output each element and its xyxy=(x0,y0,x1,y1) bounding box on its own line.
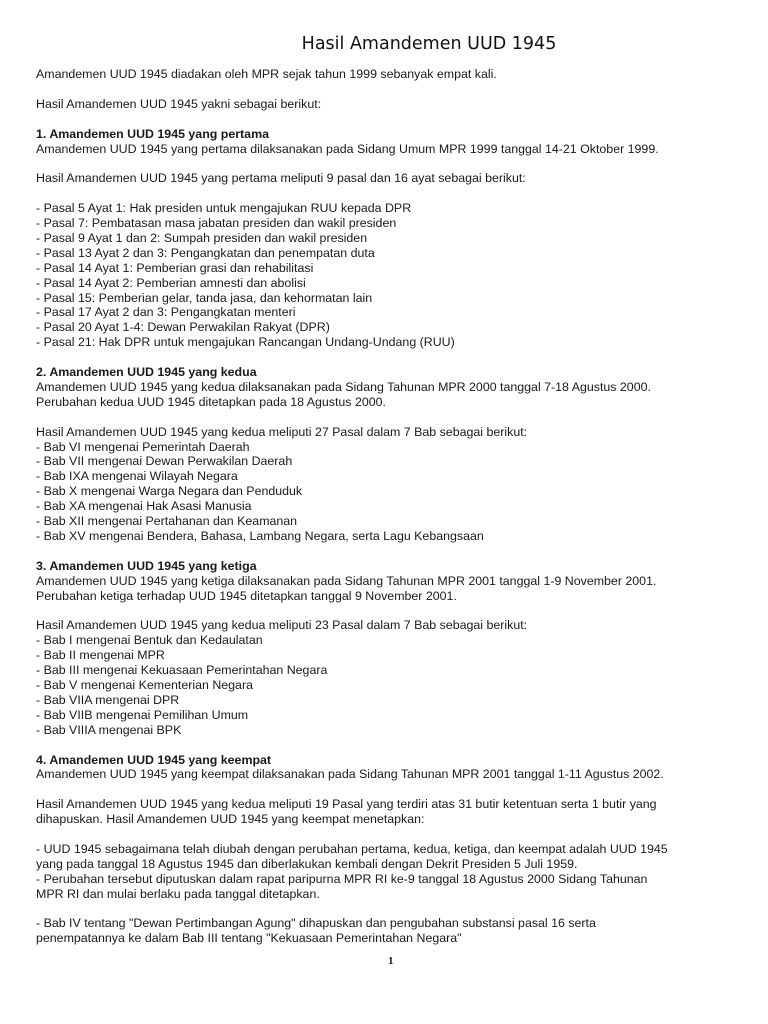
list-item: - Bab VIIIA mengenai BPK xyxy=(36,722,182,737)
section-4-heading: 4. Amandemen UUD 1945 yang keempat xyxy=(36,752,272,767)
list-item: - Pasal 7: Pembatasan masa jabatan presiden dan wakil presiden xyxy=(36,216,397,230)
section-4-point-1-line-2: yang pada tanggal 18 Agustus 1945 dan diberlakukan kembali dengan Dekrit Presiden 5 Juli 1959. xyxy=(36,856,578,871)
section-4-desc: Amandemen UUD 1945 yang keempat dilaksanakan pada Sidang Tahunan MPR 2001 tanggal 1-11 Agustus 2002. xyxy=(36,767,664,782)
page-title: Hasil Amandemen UUD 1945 xyxy=(301,34,557,54)
section-1-summary: Hasil Amandemen UUD 1945 yang pertama meliputi 9 pasal dan 16 ayat sebagai berikut: xyxy=(36,171,526,186)
section-1-heading: 1. Amandemen UUD 1945 yang pertama xyxy=(36,126,269,141)
list-item: - Bab VI mengenai Pemerintah Daerah xyxy=(36,439,250,454)
section-2-desc: Amandemen UUD 1945 yang kedua dilaksanakan pada Sidang Tahunan MPR 2000 tanggal 7-18 Agustus 2000. xyxy=(36,379,651,394)
section-3-heading: 3. Amandemen UUD 1945 yang ketiga xyxy=(36,558,257,573)
list-item: - Bab VII mengenai Dewan Perwakilan Daerah xyxy=(36,454,293,469)
section-4-summary-line-2: dihapuskan. Hasil Amandemen UUD 1945 yang keempat menetapkan: xyxy=(36,812,425,827)
section-4-point-3-line-1: - Bab IV tentang "Dewan Pertimbangan Agung" dihapuskan dan pengubahan substansi pasal 16 serta xyxy=(36,916,596,931)
section-2-desc-2: Perubahan kedua UUD 1945 ditetapkan pada 18 Agustus 2000. xyxy=(36,394,386,409)
section-2-heading: 2. Amandemen UUD 1945 yang kedua xyxy=(36,365,257,380)
section-4-point-2-line-1: - Perubahan tersebut diputuskan dalam rapat paripurna MPR RI ke-9 tanggal 18 Agustus 2000 Sidang Tahunan xyxy=(36,871,648,886)
list-item: - Pasal 13 Ayat 2 dan 3: Pengangkatan dan penempatan duta xyxy=(36,245,375,260)
list-item: - Bab III mengenai Kekuasaan Pemerintahan Negara xyxy=(36,663,328,678)
document-body xyxy=(36,67,752,946)
list-item: - Bab I mengenai Bentuk dan Kedaulatan xyxy=(36,633,263,648)
list-item: - Bab X mengenai Warga Negara dan Penduduk xyxy=(36,484,303,499)
section-4-point-1-line-1: - UUD 1945 sebagaimana telah diubah dengan perubahan pertama, kedua, ketiga, dan keempat adalah UUD 1945 xyxy=(36,841,668,856)
list-item: - Bab XV mengenai Bendera, Bahasa, Lambang Negara, serta Lagu Kebangsaan xyxy=(36,529,484,543)
list-item: - Pasal 14 Ayat 1: Pemberian grasi dan rehabilitasi xyxy=(36,260,314,275)
list-item: - Bab XII mengenai Pertahanan dan Keamanan xyxy=(36,514,298,529)
list-item: - Pasal 17 Ayat 2 dan 3: Pengangkatan menteri xyxy=(36,305,296,320)
list-item: - Bab VIIA mengenai DPR xyxy=(36,692,180,707)
section-2-summary: Hasil Amandemen UUD 1945 yang kedua meliputi 27 Pasal dalam 7 Bab sebagai berikut: xyxy=(36,424,528,439)
section-3-desc-2: Perubahan ketiga terhadap UUD 1945 ditetapkan tanggal 9 November 2001. xyxy=(36,588,457,603)
list-item: - Bab VIIB mengenai Pemilihan Umum xyxy=(36,707,249,722)
list-item: - Bab XA mengenai Hak Asasi Manusia xyxy=(36,499,252,514)
section-4-point-3-line-2: penempatannya ke dalam Bab III tentang "Kekuasaan Pemerintahan Negara" xyxy=(36,931,462,946)
section-4-summary-line-1: Hasil Amandemen UUD 1945 yang kedua meliputi 19 Pasal yang terdiri atas 31 butir ketentuan serta 1 butir yang xyxy=(36,797,657,812)
page-number: 1 xyxy=(388,955,394,967)
list-item: - Pasal 15: Pemberian gelar, tanda jasa, dan kehormatan lain xyxy=(36,290,373,305)
section-1-desc: Amandemen UUD 1945 yang pertama dilaksanakan pada Sidang Umum MPR 1999 tanggal 14-21 Oktober 1999. xyxy=(36,141,659,156)
list-item: - Pasal 14 Ayat 2: Pemberian amnesti dan abolisi xyxy=(36,275,306,290)
list-item: - Pasal 21: Hak DPR untuk mengajukan Rancangan Undang-Undang (RUU) xyxy=(36,335,455,350)
section-3-desc: Amandemen UUD 1945 yang ketiga dilaksanakan pada Sidang Tahunan MPR 2001 tanggal 1-9 November 2001. xyxy=(36,573,657,588)
section-4-point-2-line-2: MPR RI dan mulai berlaku pada tanggal ditetapkan. xyxy=(36,886,320,901)
list-item: - Bab V mengenai Kementerian Negara xyxy=(36,678,253,693)
intro-text-2: Hasil Amandemen UUD 1945 yakni sebagai berikut: xyxy=(36,96,322,111)
list-item: - Bab II mengenai MPR xyxy=(36,648,165,663)
intro-text: Amandemen UUD 1945 diadakan oleh MPR sejak tahun 1999 sebanyak empat kali. xyxy=(36,67,497,81)
list-item: - Bab IXA mengenai Wilayah Negara xyxy=(36,469,238,484)
section-3-summary: Hasil Amandemen UUD 1945 yang kedua meliputi 23 Pasal dalam 7 Bab sebagai berikut: xyxy=(36,618,528,633)
list-item: - Pasal 9 Ayat 1 dan 2: Sumpah presiden dan wakil presiden xyxy=(36,230,368,245)
list-item: - Pasal 5 Ayat 1: Hak presiden untuk mengajukan RUU kepada DPR xyxy=(36,201,412,216)
list-item: - Pasal 20 Ayat 1-4: Dewan Perwakilan Rakyat (DPR) xyxy=(36,320,330,335)
